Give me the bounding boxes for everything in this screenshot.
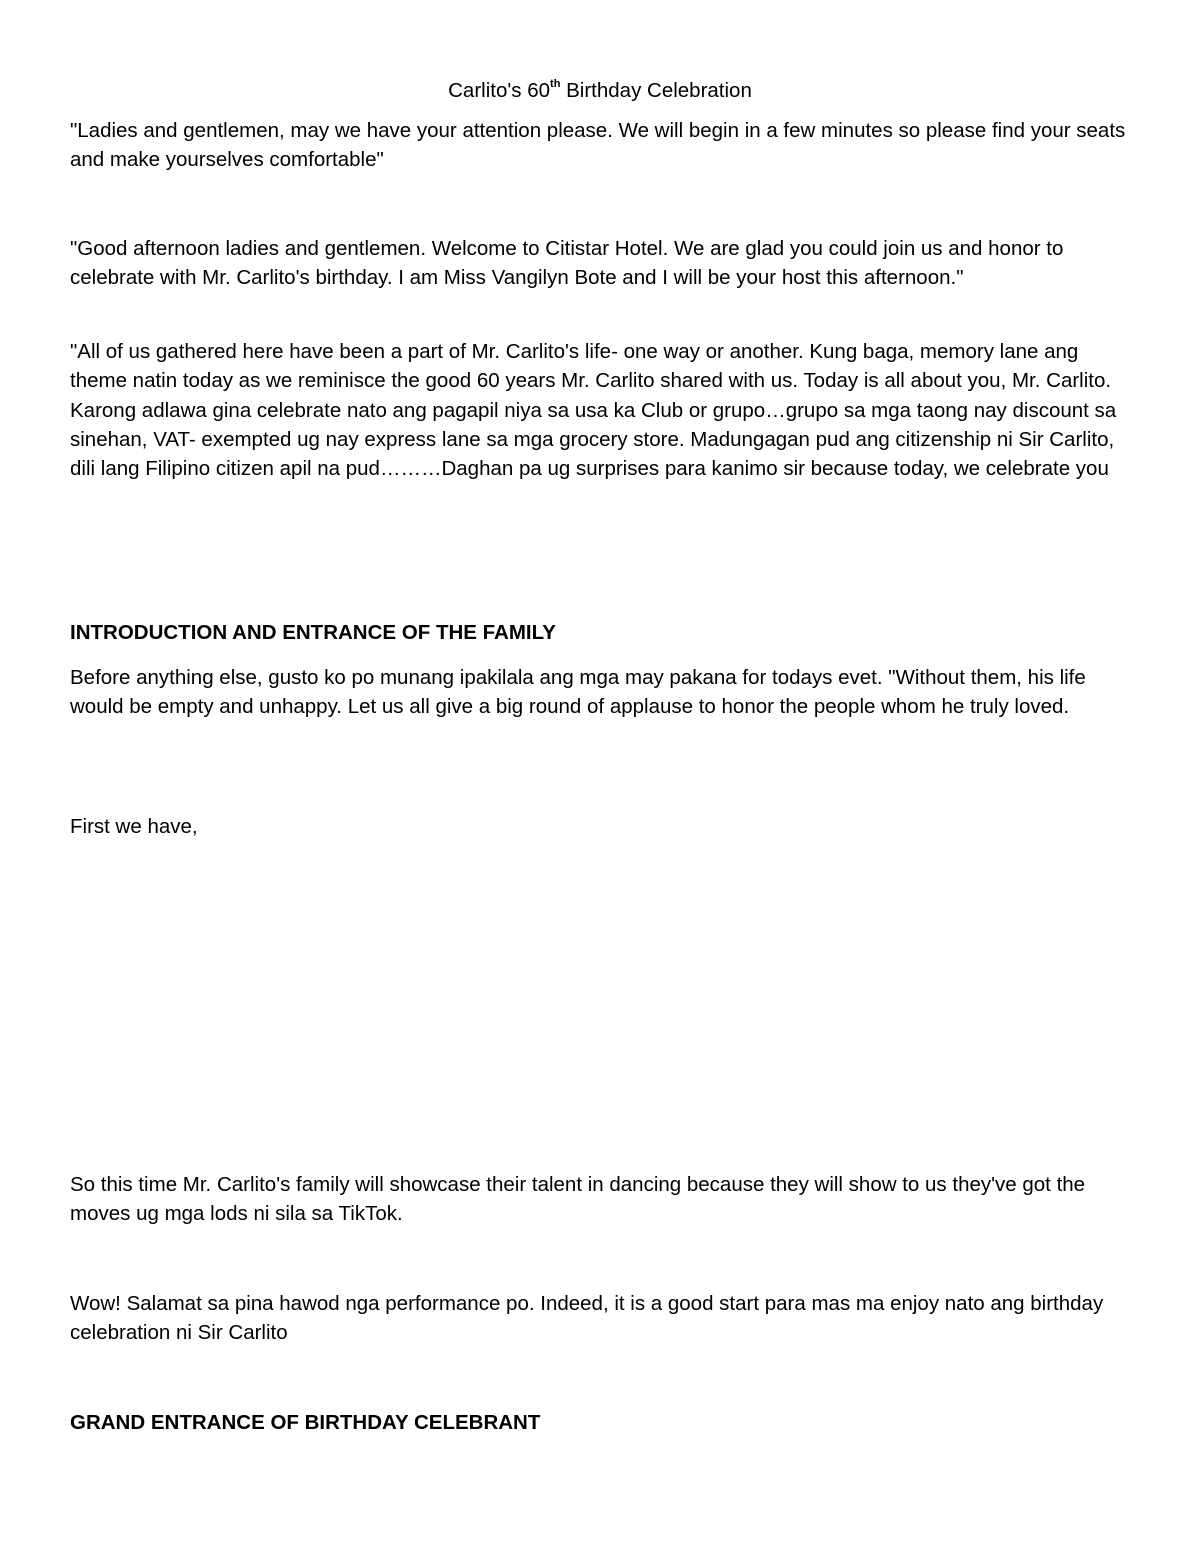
- heading-introduction-family: INTRODUCTION AND ENTRANCE OF THE FAMILY: [70, 621, 556, 644]
- paragraph-first-we-have: First we have,: [70, 815, 198, 838]
- paragraph-attention: "Ladies and gentlemen, may we have your attention please. We will begin in a few minutes so please find your seats and make yourselves comfortable": [70, 119, 1126, 172]
- title-superscript: th: [550, 78, 561, 90]
- paragraph-family-dance: So this time Mr. Carlito's family will showcase their talent in dancing because they will show to us they've got the moves ug mga lods ni sila sa TikTok.: [70, 1173, 1086, 1226]
- paragraph-welcome: "Good afternoon ladies and gentlemen. Welcome to Citistar Hotel. We are glad you could join us and honor to celebrate with Mr. Carlito's birthday. I am Miss Vangilyn Bote and I will be your host this afternoon.": [70, 237, 1064, 290]
- paragraph-memory-lane: "All of us gathered here have been a part of Mr. Carlito's life- one way or another. Kung baga, memory lane ang theme natin today as we reminisce the good 60 years Mr. Carlito shared with us. Today is all about you, Mr. Carlito. Karong adlawa gina celebrate nato ang pagapil niya sa usa ka Club or grupo…grupo sa mga taong nay discount sa sinehan, VAT- exempted ug nay express lane sa mga grocery store. Madungagan pud ang citizenship ni Sir Carlito, dili lang Filipino citizen apil na pud………Daghan pa ug surprises para kanimo sir because today, we celebrate you: [70, 340, 1117, 481]
- title-text-before: Carlito's 60: [448, 78, 551, 102]
- heading-grand-entrance: GRAND ENTRANCE OF BIRTHDAY CELEBRANT: [70, 1411, 541, 1434]
- paragraph-wow-salamat: Wow! Salamat sa pina hawod nga performance po. Indeed, it is a good start para mas ma enjoy nato ang birthday celebration ni Sir Carlito: [70, 1292, 1104, 1345]
- title-text-after: Birthday Celebration: [560, 78, 752, 102]
- document-title: [0, 72, 1200, 105]
- paragraph-before-anything: Before anything else, gusto ko po munang ipakilala ang mga may pakana for todays evet. "Without them, his life would be empty and unhappy. Let us all give a big round of applause to honor the people whom he truly loved.: [70, 666, 1086, 719]
